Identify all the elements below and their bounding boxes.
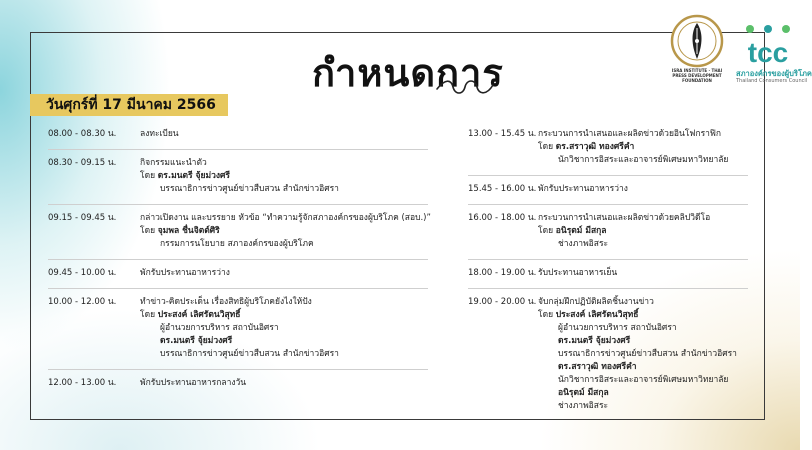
schedule-item (468, 126, 768, 172)
schedule-time: 18.00 - 19.00 น. (468, 268, 537, 278)
session-title: พักรับประทานอาหารว่าง (538, 184, 628, 194)
schedule-item (468, 181, 768, 201)
speaker-line (538, 225, 768, 238)
speaker-name: ดร.มนตรี จุ้ยม่วงศรี (157, 171, 231, 181)
session-title: กระบวนการนำเสนอและผลิตข่าวด้วยอินโฟกราฟิก (538, 129, 722, 139)
session-title: ทำข่าว-คิดประเด็น เรื่องสิทธิผู้บริโภคยังไงให้ปัง (140, 297, 312, 307)
title-swirl-decoration (435, 75, 495, 97)
row-divider (48, 259, 428, 260)
tcc-logo-icon (736, 22, 800, 66)
schedule-right-column (468, 126, 768, 418)
session-title: ลงทะเบียน (140, 129, 179, 139)
schedule-time: 13.00 - 15.45 น. (468, 129, 537, 139)
session-title: จับกลุ่มฝึกปฏิบัติผลิตชิ้นงานข่าว (538, 297, 654, 307)
speaker-prefix: โดย (538, 226, 556, 236)
tcc-thai-name: สภาองค์กรของผู้บริโภค (736, 69, 812, 78)
speaker-line (140, 309, 438, 322)
speaker-name: ดร.มนตรี จุ้ยม่วงศรี (160, 336, 233, 346)
speaker-prefix: โดย (538, 310, 556, 320)
schedule-details (538, 128, 768, 167)
date-banner: วันศุกร์ที่ 17 มีนาคม 2566 (30, 94, 228, 116)
speaker-prefix: โดย (140, 310, 158, 320)
speaker-prefix: โดย (538, 142, 556, 152)
speaker-name: ดร.สราวุฒิ ทองศรีคำ (555, 142, 635, 152)
schedule-time: 16.00 - 18.00 น. (468, 213, 537, 223)
speaker-prefix: โดย (140, 226, 158, 236)
schedule-item (468, 294, 768, 418)
schedule-time: 08.00 - 08.30 น. (48, 129, 117, 139)
speaker-role: ผู้อำนวยการบริหาร สถาบันอิศรา (160, 323, 279, 333)
schedule-time: 08.30 - 09.15 น. (48, 158, 117, 168)
session-title: กระบวนการนำเสนอและผลิตข่าวด้วยคลิปวิดีโอ (538, 213, 711, 223)
speaker-name: ดร.มนตรี จุ้ยม่วงศรี (558, 336, 631, 346)
schedule-item (48, 155, 438, 201)
schedule-time: 19.00 - 20.00 น. (468, 297, 537, 307)
speaker-role: ผู้อำนวยการบริหาร สถาบันอิศรา (558, 323, 677, 333)
schedule-time: 10.00 - 12.00 น. (48, 297, 117, 307)
speaker-role: ช่างภาพอิสระ (558, 401, 609, 411)
schedule-item (468, 265, 768, 285)
session-title: กล่าวเปิดงาน และบรรยาย หัวข้อ “ทำความรู้จักสภาองค์กรของผู้บริโภค (สอบ.)” (140, 213, 431, 223)
schedule-time: 15.45 - 16.00 น. (468, 184, 537, 194)
schedule-time: 09.15 - 09.45 น. (48, 213, 117, 223)
speaker-name: อนิรุตม์ มีสกุล (555, 226, 607, 236)
row-divider (468, 204, 748, 205)
schedule-details (140, 296, 438, 361)
speaker-name: ประสงค์ เลิศรัตนวิสุทธิ์ (555, 310, 639, 320)
speaker-line (538, 309, 768, 322)
schedule-item (468, 210, 768, 256)
isra-institute-logo-icon (670, 14, 724, 68)
speaker-role: บรรณาธิการข่าวศูนย์ข่าวสืบสวน สำนักข่าวอิศรา (558, 349, 737, 359)
schedule-details (538, 267, 768, 280)
row-divider (48, 204, 428, 205)
isra-caption: ISRA INSTITUTE · THAI PRESS DEVELOPMENT FOUNDATION (671, 68, 723, 83)
row-divider (48, 149, 428, 150)
speaker-role: นักวิชาการอิสระและอาจารย์พิเศษมหาวิทยาลัย (558, 155, 729, 165)
speaker-line (140, 225, 438, 238)
session-title: พักรับประทานอาหารกลางวัน (140, 378, 247, 388)
schedule-time: 12.00 - 13.00 น. (48, 378, 117, 388)
speaker-role: นักวิชาการอิสระและอาจารย์พิเศษมหาวิทยาลัย (558, 375, 729, 385)
schedule-item (48, 210, 438, 256)
speaker-role: บรรณาธิการข่าวศูนย์ข่าวสืบสวน สำนักข่าวอิศรา (160, 349, 339, 359)
logo-group (660, 14, 812, 90)
speaker-name: จุมพล ชื่นจิตต์ศิริ (157, 226, 220, 236)
speaker-name: อนิรุตม์ มีสกุล (558, 388, 609, 398)
schedule-item (48, 126, 438, 146)
session-title: กิจกรรมแนะนำตัว (140, 158, 207, 168)
schedule-item (48, 375, 438, 395)
speaker-role: กรรมการนโยบาย สภาองค์กรของผู้บริโภค (160, 239, 314, 249)
tcc-english-name: Thailand Consumers Council (736, 78, 808, 84)
schedule-details (140, 212, 438, 251)
schedule-item (48, 265, 438, 285)
row-divider (48, 369, 428, 370)
schedule-left-column (48, 126, 438, 395)
schedule-details (140, 157, 438, 196)
schedule-details (140, 128, 438, 141)
tcc-mark-text: tcc (747, 37, 789, 68)
speaker-prefix: โดย (140, 171, 158, 181)
row-divider (48, 288, 428, 289)
speaker-line (538, 141, 768, 154)
page-title: กำหนดการ (312, 51, 504, 95)
row-divider (468, 175, 748, 176)
schedule-time: 09.45 - 10.00 น. (48, 268, 117, 278)
speaker-line (140, 170, 438, 183)
schedule-details (538, 183, 768, 196)
session-title: พักรับประทานอาหารว่าง (140, 268, 230, 278)
schedule-details (538, 296, 768, 413)
speaker-role: ช่างภาพอิสระ (558, 239, 609, 249)
schedule-details (140, 377, 438, 390)
schedule-item (48, 294, 438, 366)
row-divider (468, 288, 748, 289)
schedule-details (140, 267, 438, 280)
session-title: รับประทานอาหารเย็น (538, 268, 618, 278)
speaker-name: ประสงค์ เลิศรัตนวิสุทธิ์ (157, 310, 241, 320)
speaker-name: ดร.สราวุฒิ ทองศรีคำ (558, 362, 637, 372)
row-divider (468, 259, 748, 260)
speaker-role: บรรณาธิการข่าวศูนย์ข่าวสืบสวน สำนักข่าวอิศรา (160, 184, 339, 194)
schedule-details (538, 212, 768, 251)
